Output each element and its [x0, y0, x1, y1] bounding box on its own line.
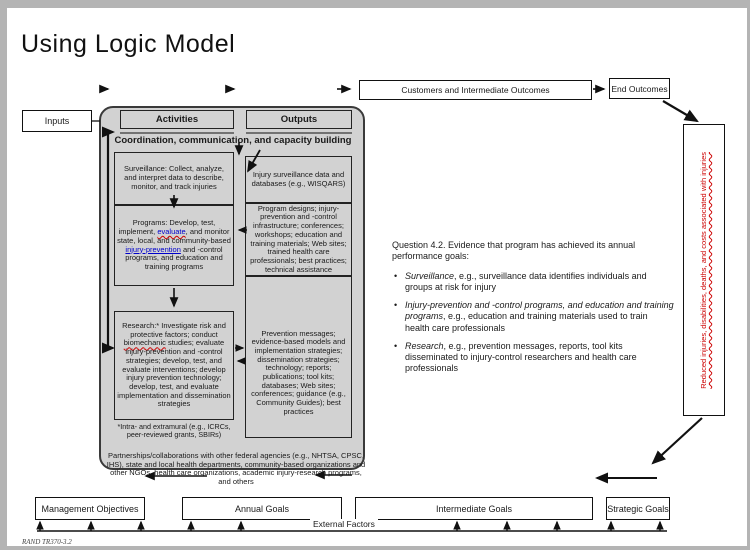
biomechanic-misspelled-word: biomechanic [123, 338, 166, 348]
strategic-goals-label: Strategic Goals [607, 503, 669, 514]
outputs-header-label: Outputs [280, 114, 318, 125]
end-outcome-vertical-box [683, 124, 725, 416]
annual-goals-box [182, 497, 342, 520]
injury-prevention-link[interactable]: injury-prevention [125, 244, 181, 254]
programs-text-mid: , and monitor state, local, and community-based [117, 227, 231, 245]
output-prevention-messages-box [245, 276, 352, 438]
bullet-rest: , e.g., prevention messages, reports, tool kits disseminated to injury-control researchers and health care professionals [405, 340, 637, 374]
intramural-footnote: *Intra- and extramural (e.g., ICRCs, peer-reviewed grants, SBIRs) [117, 422, 231, 440]
intermediate-goals-label: Intermediate Goals [435, 503, 513, 514]
end-outcomes-box [609, 78, 670, 99]
customers-intermediate-outcomes-box [359, 80, 592, 100]
external-factors-label: External Factors [310, 519, 378, 529]
output-prevention-messages-text: Prevention messages; evidence-based models and implementation strategies; dissemination strategies; technology; reports; publications; tool kits; databases; Web sites; conferences; guidance (e.g., Community Guides); best practices [251, 328, 346, 416]
research-box [114, 311, 234, 420]
management-objectives-box [35, 497, 145, 520]
customers-label: Customers and Intermediate Outcomes [401, 85, 550, 95]
evaluate-link[interactable]: evaluate [157, 227, 186, 237]
bullet-italic: Surveillance [405, 270, 455, 281]
research-text [117, 322, 231, 409]
programs-text-post: and -control programs, and education and training programs [125, 244, 223, 271]
page-title: Using Logic Model [21, 30, 236, 58]
programs-box [114, 205, 234, 286]
end-outcomes-label: End Outcomes [611, 83, 668, 94]
coordination-banner: Coordination, communication, and capacity building [114, 135, 352, 146]
programs-text-pre: Programs: Develop, test, implement, [118, 218, 216, 237]
bullet-italic: Injury-prevention and -control programs, and education and training programs [405, 300, 674, 322]
outputs-header [246, 110, 352, 129]
management-objectives-label: Management Objectives [41, 503, 139, 514]
strategic-goals-box [606, 497, 670, 520]
bullet-rest: , e.g., surveillance data identifies individuals and groups at risk for injury [405, 270, 647, 292]
end-outcome-vertical-text: Reduced injuries, disabilities, deaths, and costs associated with injuries [699, 151, 709, 389]
bullet-italic: Research [405, 340, 444, 351]
output-surveillance-data-box [245, 156, 352, 203]
question-lead: Question 4.2. Evidence that program has achieved its annual performance goals: [392, 240, 636, 262]
inputs-box [22, 110, 92, 132]
output-program-designs-text: Program designs; injury-prevention and -control infrastructure; conferences; workshops; education and training materials; Web sites; trained health care professionals; best practices; technical assistance [250, 203, 347, 274]
question-block [392, 240, 674, 382]
programs-text [117, 219, 231, 271]
bullet-rest: , e.g., education and training materials used to train health care professionals [405, 311, 648, 333]
activities-header [120, 110, 234, 129]
figure-caption: RAND TR370-3.2 [22, 538, 72, 546]
partnerships-text: Partnerships/collaborations with other federal agencies (e.g., NHTSA, CPSC, IHS), state and local health departments, community-based organizations and other NGOs, health care organizations, academic injury-research programs, and others [106, 451, 366, 487]
annual-goals-label: Annual Goals [234, 503, 290, 514]
output-surveillance-data-text: Injury surveillance data and databases (e.g., WISQARS) [251, 169, 346, 188]
intermediate-goals-box [355, 497, 593, 520]
question-bullet-research [392, 341, 674, 375]
research-text-pre: Research:* Investigate risk and protective factors; conduct [122, 321, 226, 339]
inputs-label: Inputs [44, 116, 70, 126]
output-program-designs-box [245, 203, 352, 276]
surveillance-text: Surveillance: Collect, analyze, and interpret data to describe, monitor, and track injuries [123, 164, 225, 191]
question-bullet-surveillance [392, 271, 674, 294]
research-text-post: studies; evaluate injury-prevention and -control strategies; develop, test, and evaluate interventions; develop injury prevention technology; develop, test, and evaluate implementation and dissemination strategies [117, 338, 231, 409]
activities-header-label: Activities [155, 114, 199, 125]
question-bullet-programs [392, 300, 674, 334]
surveillance-box [114, 152, 234, 205]
